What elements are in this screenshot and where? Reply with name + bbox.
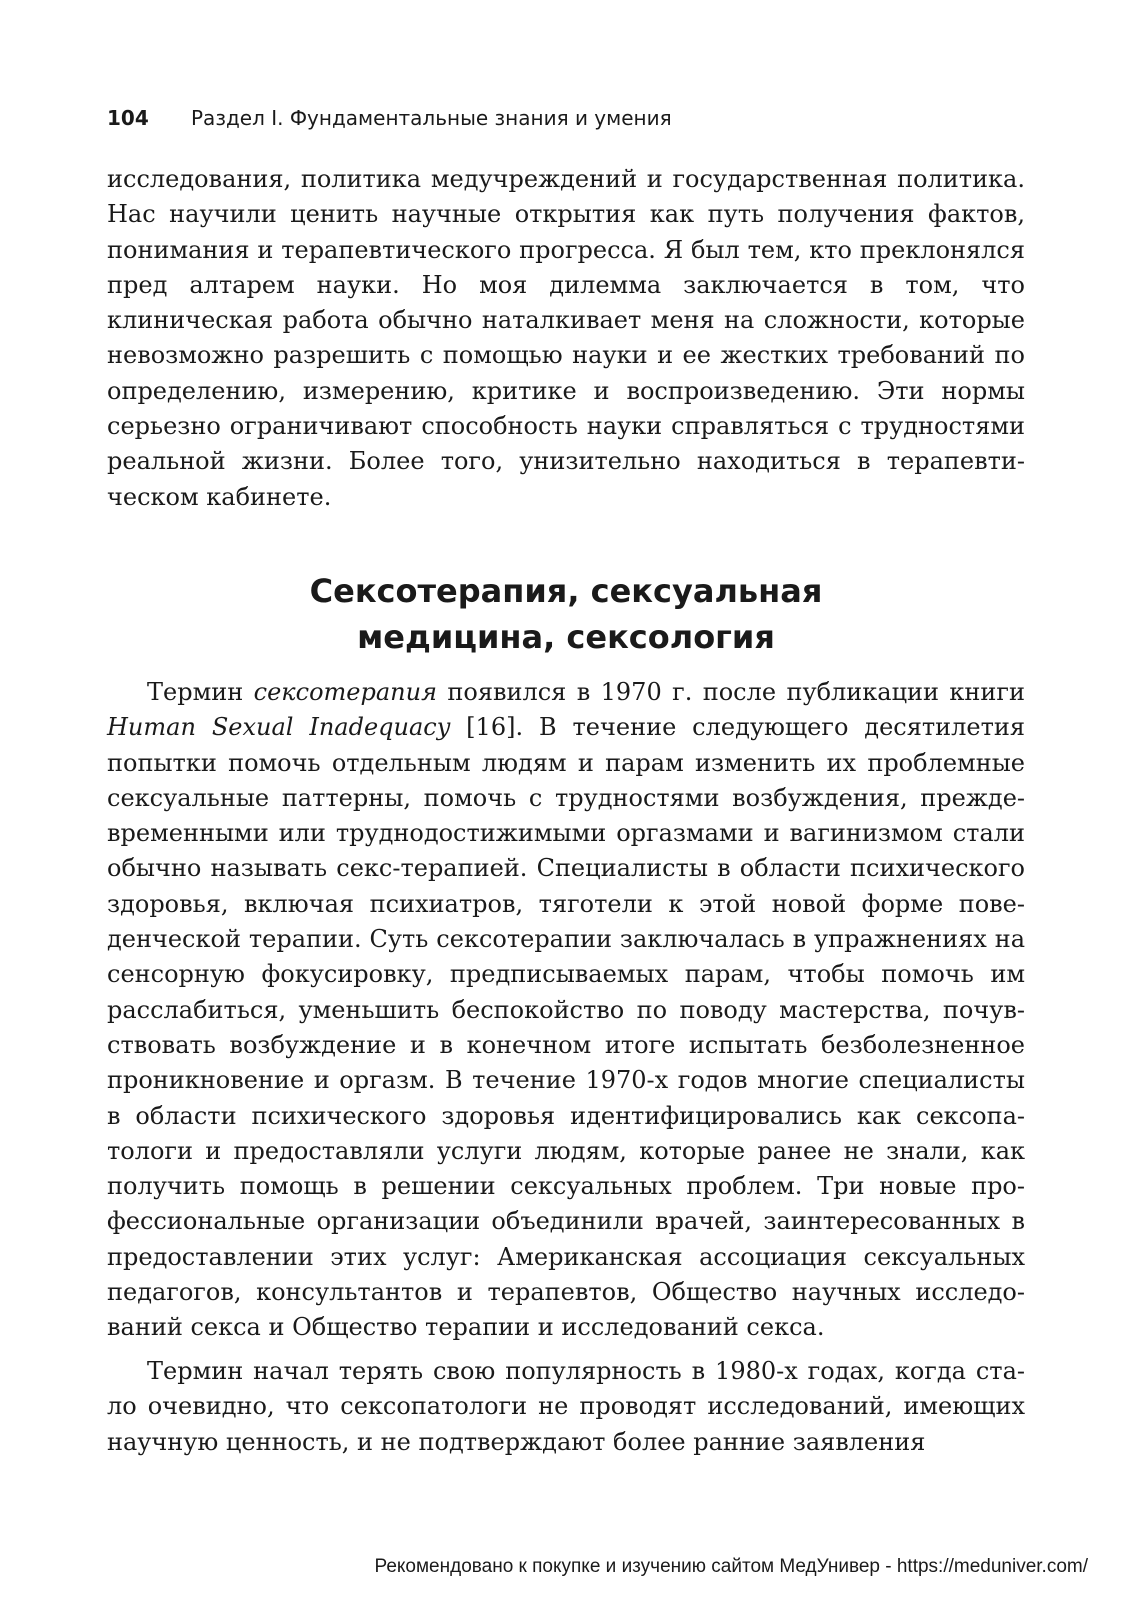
section-text-1 (107, 675, 1025, 1346)
paragraph-1-part-2: появился в 1970 г. после публикации книги (436, 678, 1025, 706)
book-title: Human Sexual Inadequacy (107, 713, 451, 742)
section-heading-line-1: Сексотерапия, сексуальная (309, 572, 823, 610)
intro-paragraph: исследования, политика медучреждений и государственная политика. Нас научили ценить научные открытия как путь получения фактов, понимания и терапевтического прогресса. Я был тем, кто преклонялся пред алтарем науки. Но моя дилемма заключается в том, что клиническая работа обычно наталкивает меня на сложности, которые невозможно разрешить с помощью науки и ее жестких требований по определению, измерению, критике и воспроизведению. Эти нормы серьезно ограничивают способность науки справляться с трудностями реальной жизни. Более того, унизительно находиться в терапевтическом кабинете. (107, 165, 1025, 511)
paragraph-1-part-3: [16]. В течение следующего десятилетия попытки помочь отдельным людям и парам изменить их проблемные сексуальные паттерны, помочь с трудностями возбуждения, преждевременными или труднодостижимыми оргазмами и вагинизмом стали обычно называть секс-терапией. Специалисты в области психического здоровья, включая психиатров, тяготели к этой новой форме поведенческой терапии. Суть сексотерапии заключалась в упражнениях на сенсорную фокусировку, предписываемых парам, чтобы помочь им расслабиться, уменьшить беспокойство по поводу мастерства, почувствовать возбуждение и в конечном итоге испытать безболезненное проникновение и оргазм. В течение 1970-х годов многие специалисты в области психического здоровья идентифицировались как сексопатологи и предоставляли услуги людям, которые ранее не знали, как получить помощь в решении сексуальных проблем. Три новые профессиональные организации объединили врачей, заинтересованных в предоставлении этих услуг: Американская ассоциация сексуальных педагогов, консультантов и терапевтов, Общество научных исследований секса и Общество терапии и исследований секса. (107, 713, 1025, 1342)
section-heading-line-2: медицина, сексология (357, 618, 775, 656)
running-header (107, 103, 1027, 133)
section-paragraph-1 (107, 675, 1025, 1346)
paragraph-1-part-1: Термин (147, 678, 254, 706)
section-text-2 (107, 1354, 1025, 1460)
section-paragraph-2: Термин начал терять свою популярность в 1980-х годах, когда стало очевидно, что сексопатологи не проводят исследований, имеющих научную ценность, и не подтверждают более ранние заявления (107, 1357, 1025, 1456)
intro-text (107, 162, 1025, 515)
running-header-section: Раздел I. Фундаментальные знания и умения (191, 106, 672, 130)
section-heading (107, 568, 1025, 660)
page-number: 104 (107, 106, 149, 130)
term-sexotherapy: сексотерапия (253, 678, 437, 706)
footer-recommendation: Рекомендовано к покупке и изучению сайтом МедУнивер - https://meduniver.com/ (374, 1556, 1088, 1577)
